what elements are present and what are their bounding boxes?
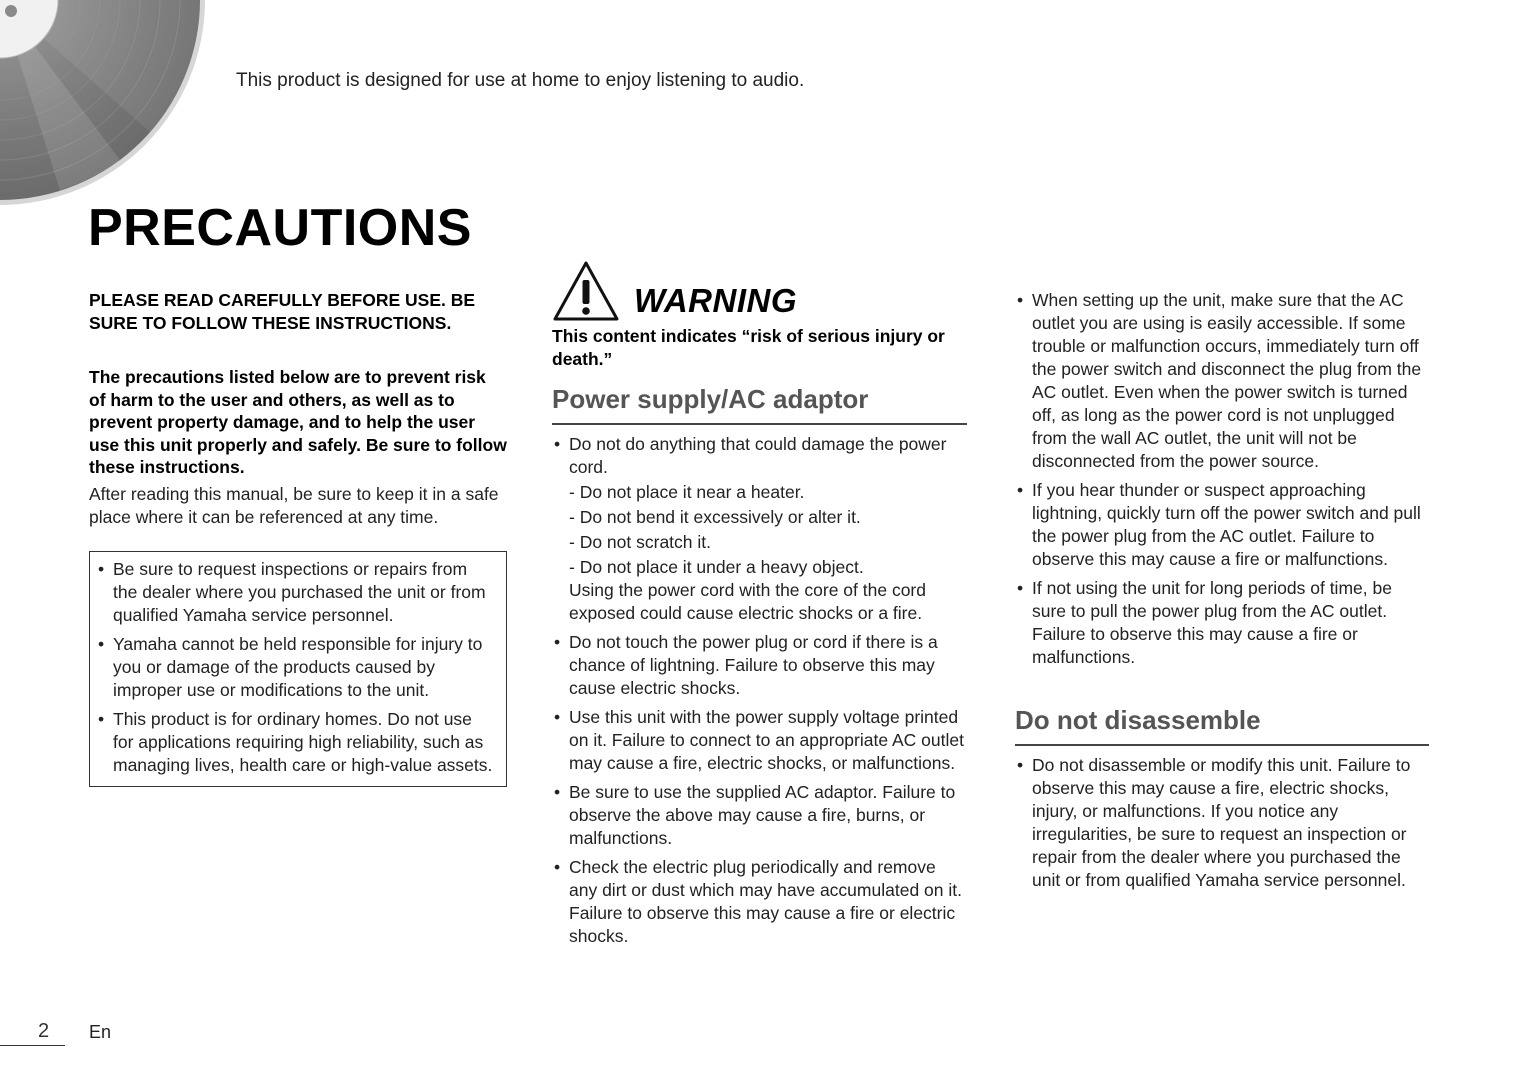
sub-item: - Do not place it under a heavy object. <box>569 557 864 577</box>
page-title: PRECAUTIONS <box>88 199 472 257</box>
section-title-do-not-disassemble: Do not disassemble <box>1015 705 1429 746</box>
list-item: • When setting up the unit, make sure that the AC outlet you are using is easily accessible. If some trouble or malfunction occurs, immediately turn off the power switch and disconnect the plug from the AC outlet. Even when the power switch is turned off, as long as the power cord is not unplugged from the wall AC outlet, the unit will not be disconnected from the power source. <box>1015 289 1429 473</box>
keep-manual-note: After reading this manual, be sure to keep it in a safe place where it can be referenced at any time. <box>89 483 499 527</box>
notice-box <box>89 551 507 787</box>
left-column <box>89 289 507 787</box>
list-item: • Use this unit with the power supply voltage printed on it. Failure to connect to an appropriate AC outlet may cause a fire, electric shocks, or malfunctions. <box>552 706 967 775</box>
sub-item: - Do not scratch it. <box>569 532 711 552</box>
page-number: 2 <box>38 1020 50 1042</box>
power-supply-list <box>552 433 967 948</box>
notice-list <box>96 558 496 777</box>
list-item: • If you hear thunder or suspect approaching lightning, quickly turn off the power switch and pull the power plug from the AC outlet. Failure to observe this may cause a fire or malfunctions. <box>1015 479 1429 571</box>
list-item: • If not using the unit for long periods of time, be sure to pull the power plug from the AC outlet. Failure to observe this may cause a fire or malfunctions. <box>1015 577 1429 669</box>
list-item: • Be sure to request inspections or repairs from the dealer where you purchased the unit or from qualified Yamaha service personnel. <box>96 558 496 627</box>
precautions-purpose: The precautions listed below are to prevent risk of harm to the user and others, as well as to prevent property damage, and to help the user use this unit properly and safely. Be sure to follow these instructions. <box>89 367 507 478</box>
middle-column <box>552 256 967 954</box>
power-cord-damage-intro: • Do not do anything that could damage the power cord. <box>569 434 947 477</box>
sub-item: - Do not bend it excessively or alter it. <box>569 507 861 527</box>
list-item: • Do not touch the power plug or cord if there is a chance of lightning. Failure to observe this may cause electric shocks. <box>552 631 967 700</box>
warning-description: This content indicates “risk of serious injury or death.” <box>552 326 945 369</box>
disassemble-list <box>1015 754 1429 892</box>
disc-spindle-icon <box>5 5 17 17</box>
list-item <box>552 433 967 625</box>
power-cord-damage-outro: Using the power cord with the core of the cord exposed could cause electric shocks or a fire. <box>569 580 926 623</box>
list-item: • Check the electric plug periodically and remove any dirt or dust which may have accumulated on it. Failure to observe this may cause a fire or electric shocks. <box>552 856 967 948</box>
warning-header <box>552 256 967 322</box>
warning-label: WARNING <box>634 282 797 319</box>
list-item: • Be sure to use the supplied AC adaptor. Failure to observe the above may cause a fire, burns, or malfunctions. <box>552 781 967 850</box>
power-supply-list-continued <box>1015 289 1429 669</box>
intro-text: This product is designed for use at home to enjoy listening to audio. <box>236 70 805 91</box>
footer-divider <box>0 1045 65 1046</box>
list-item: • Yamaha cannot be held responsible for injury to you or damage of the products caused by improper use or modifications to the unit. <box>96 633 496 702</box>
vinyl-record-graphic <box>0 0 215 215</box>
warning-triangle-icon <box>552 260 620 322</box>
list-item: • This product is for ordinary homes. Do not use for applications requiring high reliability, such as managing lives, health care or high-value assets. <box>96 708 496 777</box>
section-title-power-supply: Power supply/AC adaptor <box>552 384 967 425</box>
language-code: En <box>89 1022 112 1042</box>
list-item: • Do not disassemble or modify this unit. Failure to observe this may cause a fire, electric shocks, injury, or malfunctions. If you notice any irregularities, be sure to request an inspection or repair from the dealer where you purchased the unit or from qualified Yamaha service personnel. <box>1015 754 1429 892</box>
right-column <box>1015 289 1429 898</box>
sub-item: - Do not place it near a heater. <box>569 482 805 502</box>
read-carefully-lead: PLEASE READ CAREFULLY BEFORE USE. BE SURE TO FOLLOW THESE INSTRUCTIONS. <box>89 290 476 333</box>
